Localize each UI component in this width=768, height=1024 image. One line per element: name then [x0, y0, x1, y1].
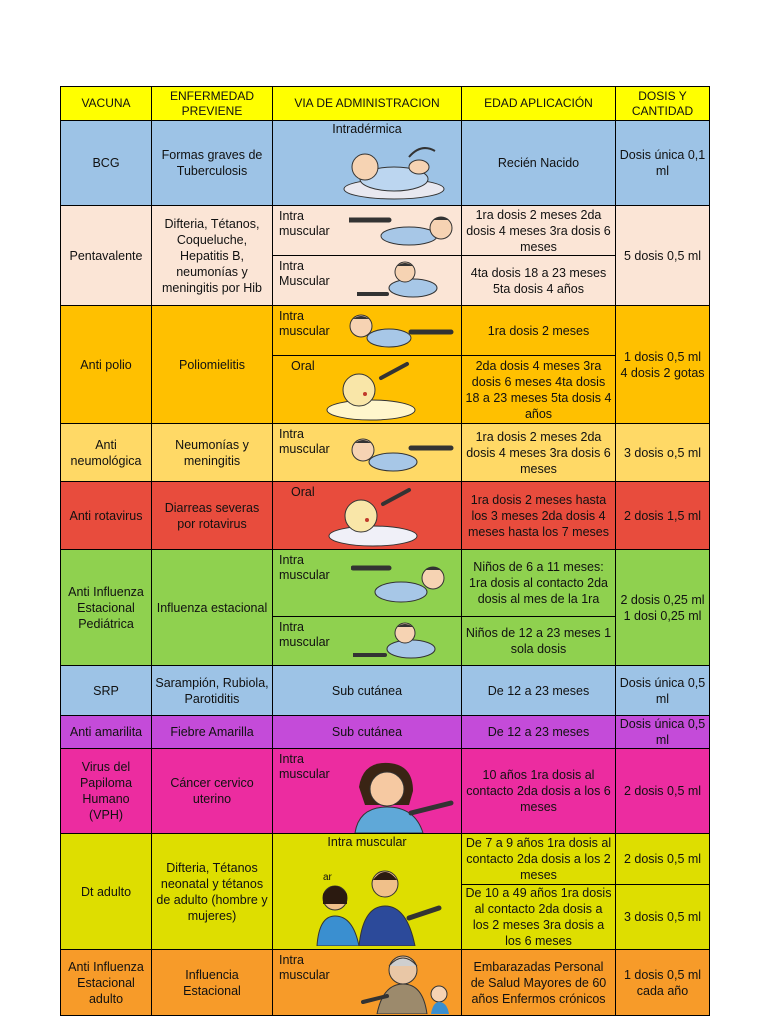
dosis-antirota: 2 dosis 1,5 ml: [616, 482, 710, 550]
row-antirota: [61, 482, 710, 550]
row-antineumo: [61, 424, 710, 482]
via-antirota-label: Oral: [291, 485, 315, 499]
dtadulto-stray-text: ar: [323, 872, 332, 883]
via-antiinfped-1-label: Intra muscular: [279, 553, 330, 582]
edad-antipolio-1: 1ra dosis 2 meses: [462, 306, 616, 356]
row-srp: [61, 666, 710, 716]
edad-dtadulto-1: De 7 a 9 años 1ra dosis al contacto 2da dosis a los 2 meses: [462, 834, 616, 885]
edad-antineumo: 1ra dosis 2 meses 2da dosis 4 meses 3ra dosis 6 meses: [462, 424, 616, 482]
via-antineumo-label: Intra muscular: [279, 427, 330, 456]
row-antipolio: [61, 306, 710, 356]
header-edad: EDAD APLICACIÓN: [462, 87, 616, 121]
baby-injection-illustration: [351, 556, 451, 612]
edad-srp: De 12 a 23 meses: [462, 666, 616, 716]
via-antiinfped-1: [273, 550, 462, 617]
edad-pentavalente-2: 4ta dosis 18 a 23 meses 5ta dosis 4 años: [462, 256, 616, 306]
vacuna-bcg: BCG: [61, 121, 152, 206]
row-bcg: [61, 121, 710, 206]
baby-oral-drops-illustration: [323, 358, 423, 422]
header-row: [61, 87, 710, 121]
via-antipolio-2: [273, 356, 462, 424]
via-dtadulto: [273, 834, 462, 950]
header-enfermedad: ENFERMEDAD PREVIENE: [152, 87, 273, 121]
vacuna-antirota: Anti rotavirus: [61, 482, 152, 550]
via-pentavalente-2-label: Intra Muscular: [279, 259, 330, 288]
edad-antiamarilica: De 12 a 23 meses: [462, 716, 616, 749]
row-dtadulto: [61, 834, 710, 885]
vacuna-pentavalente: Pentavalente: [61, 206, 152, 306]
vaccination-schedule-table: [60, 86, 710, 1016]
dosis-pentavalente: 5 dosis 0,5 ml: [616, 206, 710, 306]
via-antirota: [273, 482, 462, 550]
enfermedad-vph: Cáncer cervico uterino: [152, 749, 273, 834]
dosis-dtadulto-1: 2 dosis 0,5 ml: [616, 834, 710, 885]
baby-injection-illustration: [357, 260, 457, 302]
dosis-antiinfadulto: 1 dosis 0,5 ml cada año: [616, 950, 710, 1016]
dosis-antiinfped: 2 dosis 0,25 ml 1 dosi 0,25 ml: [616, 550, 710, 666]
edad-bcg: Recién Nacido: [462, 121, 616, 206]
edad-antirota: 1ra dosis 2 meses hasta los 3 meses 2da dosis 4 meses hasta los 7 meses: [462, 482, 616, 550]
row-antiinfped: [61, 550, 710, 617]
row-vph: [61, 749, 710, 834]
enfermedad-dtadulto: Difteria, Tétanos neonatal y tétanos de adulto (hombre y mujeres): [152, 834, 273, 950]
baby-injection-illustration: [349, 210, 459, 252]
header-dosis: DOSIS Y CANTIDAD: [616, 87, 710, 121]
via-vph-label: Intra muscular: [279, 752, 330, 781]
enfermedad-bcg: Formas graves de Tuberculosis: [152, 121, 273, 206]
edad-antiinfped-2: Niños de 12 a 23 meses 1 sola dosis: [462, 617, 616, 666]
enfermedad-antiinfped: Influenza estacional: [152, 550, 273, 666]
row-antiamarilica: [61, 716, 710, 749]
via-pentavalente-1: [273, 206, 462, 256]
via-antiinfadulto: [273, 950, 462, 1016]
enfermedad-srp: Sarampión, Rubiola, Parotiditis: [152, 666, 273, 716]
elderly-injection-illustration: [361, 952, 459, 1014]
dosis-bcg: Dosis única 0,1 ml: [616, 121, 710, 206]
edad-dtadulto-2: De 10 a 49 años 1ra dosis al contacto 2da dosis a los 2 meses 3ra dosis a los 6 meses: [462, 885, 616, 950]
via-pentavalente-1-label: Intra muscular: [279, 209, 330, 238]
vacuna-antipolio: Anti polio: [61, 306, 152, 424]
via-antineumo: [273, 424, 462, 482]
row-antiinfadulto: [61, 950, 710, 1016]
via-antipolio-2-label: Oral: [291, 359, 315, 373]
enfermedad-antiinfadulto: Influencia Estacional: [152, 950, 273, 1016]
edad-vph: 10 años 1ra dosis al contacto 2da dosis a los 6 meses: [462, 749, 616, 834]
via-vph: [273, 749, 462, 834]
baby-lying-illustration: [339, 137, 449, 203]
baby-injection-illustration: [345, 310, 457, 352]
baby-injection-illustration: [345, 430, 457, 478]
via-bcg-label: Intradérmica: [332, 122, 402, 136]
dosis-dtadulto-2: 3 dosis 0,5 ml: [616, 885, 710, 950]
via-antipolio-1: [273, 306, 462, 356]
edad-antiinfped-1: Niños de 6 a 11 meses: 1ra dosis al contacto 2da dosis al mes de la 1ra: [462, 550, 616, 617]
vacuna-antiinfadulto: Anti Influenza Estacional adulto: [61, 950, 152, 1016]
vacuna-antiamarilica: Anti amarilita: [61, 716, 152, 749]
vacuna-antineumo: Anti neumológica: [61, 424, 152, 482]
row-pentavalente: [61, 206, 710, 256]
via-srp: Sub cutánea: [273, 666, 462, 716]
dosis-antineumo: 3 dosis o,5 ml: [616, 424, 710, 482]
via-antiinfadulto-label: Intra muscular: [279, 953, 330, 982]
baby-oral-drops-illustration: [325, 484, 425, 548]
dosis-antipolio: 1 dosis 0,5 ml 4 dosis 2 gotas: [616, 306, 710, 424]
dosis-vph: 2 dosis 0,5 ml: [616, 749, 710, 834]
via-bcg: [273, 121, 462, 206]
dosis-srp: Dosis única 0,5 ml: [616, 666, 710, 716]
vacuna-dtadulto: Dt adulto: [61, 834, 152, 950]
enfermedad-antineumo: Neumonías y meningitis: [152, 424, 273, 482]
enfermedad-antirota: Diarreas severas por rotavirus: [152, 482, 273, 550]
vacuna-srp: SRP: [61, 666, 152, 716]
edad-antipolio-2: 2da dosis 4 meses 3ra dosis 6 meses 4ta dosis 18 a 23 meses 5ta dosis 4 años: [462, 356, 616, 424]
adults-injection-illustration: [313, 854, 445, 946]
vacuna-antiinfped: Anti Influenza Estacional Pediátrica: [61, 550, 152, 666]
baby-injection-illustration: [353, 621, 453, 663]
edad-antiinfadulto: Embarazadas Personal de Salud Mayores de 60 años Enfermos crónicos: [462, 950, 616, 1016]
enfermedad-antipolio: Poliomielitis: [152, 306, 273, 424]
vacuna-vph: Virus del Papiloma Humano (VPH): [61, 749, 152, 834]
via-dtadulto-label: Intra muscular: [327, 835, 407, 849]
enfermedad-antiamarilica: Fiebre Amarilla: [152, 716, 273, 749]
header-vacuna: VACUNA: [61, 87, 152, 121]
edad-pentavalente-1: 1ra dosis 2 meses 2da dosis 4 meses 3ra dosis 6 meses: [462, 206, 616, 256]
via-antiinfped-2-label: Intra muscular: [279, 620, 330, 649]
girl-injection-illustration: [345, 757, 461, 833]
enfermedad-pentavalente: Difteria, Tétanos, Coqueluche, Hepatitis B, neumonías y meningitis por Hib: [152, 206, 273, 306]
via-antipolio-1-label: Intra muscular: [279, 309, 330, 338]
via-pentavalente-2: [273, 256, 462, 306]
dosis-antiamarilica: Dosis única 0,5 ml: [616, 716, 710, 749]
header-via: VIA DE ADMINISTRACION: [273, 87, 462, 121]
via-antiinfped-2: [273, 617, 462, 666]
via-antiamarilica: Sub cutánea: [273, 716, 462, 749]
